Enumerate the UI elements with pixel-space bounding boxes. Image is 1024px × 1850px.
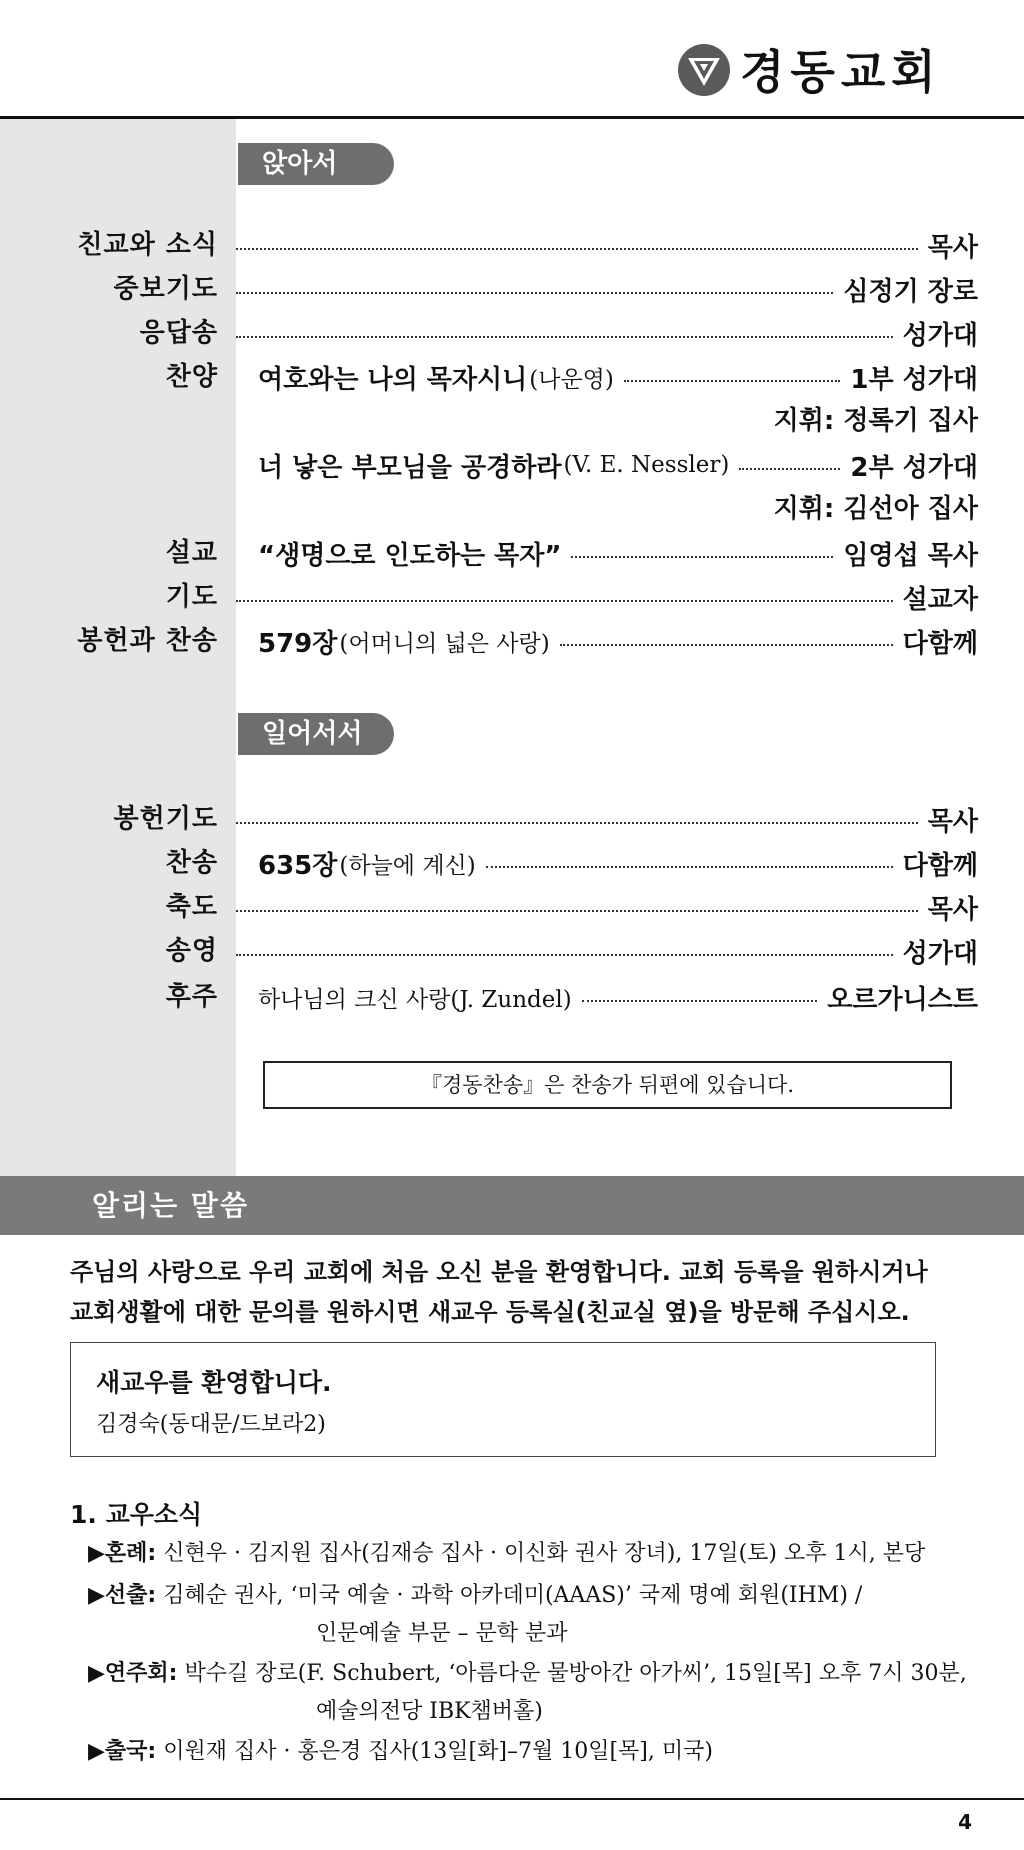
order-leader: 1부 성가대 (850, 364, 978, 395)
postlude-title: 하나님의 크신 사랑(J. Zundel) (258, 986, 572, 1013)
order-row (0, 357, 1024, 397)
order-row (0, 887, 1024, 927)
order-label: 축도 (165, 892, 218, 922)
welcome-text: 교회생활에 대한 문의를 원하시면 새교우 등록실(친교실 옆)을 방문해 주십시오. (70, 1298, 910, 1326)
newcomer-heading: 새교우를 환영합니다. (96, 1368, 332, 1397)
order-leader: 목사 (927, 232, 978, 263)
news-item-departure (88, 1734, 713, 1765)
member-news-heading: 1. 교우소식 (70, 1500, 203, 1529)
order-leader: 목사 (927, 806, 978, 837)
anthem-composer: (나운영) (529, 366, 614, 393)
news-item-election (88, 1578, 862, 1609)
order-row (0, 489, 1024, 529)
order-row (0, 577, 1024, 617)
anthem-title: 너 낳은 부모님을 공경하라 (258, 452, 562, 483)
church-emblem-icon (678, 44, 730, 96)
order-row (0, 445, 1024, 485)
order-label: 봉헌과 찬송 (77, 626, 218, 656)
news-text: 신현우 · 김지원 집사(김재승 집사 · 이신화 권사 장녀), 17일(토) 오후 1시, 본당 (156, 1541, 926, 1566)
order-leader: 설교자 (902, 584, 978, 615)
hymn-title: (하늘에 계신) (339, 852, 476, 879)
order-label: 응답송 (139, 318, 218, 348)
order-row (0, 401, 1024, 441)
sermon-title: “생명으로 인도하는 목자” (258, 540, 562, 571)
conductor: 지휘: 정록기 집사 (773, 406, 978, 436)
order-leader: 2부 성가대 (850, 452, 978, 483)
order-row (0, 225, 1024, 265)
order-row (0, 931, 1024, 971)
order-label: 중보기도 (113, 274, 218, 304)
order-row (0, 269, 1024, 309)
newcomer-name: 김경숙(동대문/드보라2) (96, 1412, 326, 1437)
order-label: 친교와 소식 (77, 230, 218, 260)
order-leader: 다함께 (902, 628, 978, 659)
conductor: 지휘: 김선아 집사 (773, 494, 978, 524)
hymn-number: 635장 (258, 850, 338, 881)
order-row (0, 621, 1024, 661)
order-row (0, 799, 1024, 839)
welcome-text: 주님의 사랑으로 우리 교회에 처음 오신 분을 환영합니다. 교회 등록을 원하시거나 (70, 1258, 928, 1286)
newcomer-box (70, 1342, 936, 1457)
order-leader: 임영섭 목사 (843, 540, 978, 571)
order-leader: 목사 (927, 894, 978, 925)
footer-divider (0, 1798, 1024, 1800)
news-continuation: 예술의전당 IBK챔버홀) (316, 1699, 543, 1724)
section-standing-tag: 일어서서 (238, 713, 394, 755)
news-continuation: 인문예술 부문 – 문학 분과 (316, 1621, 568, 1646)
section-sitting-tag: 앉아서 (238, 143, 394, 185)
anthem-composer: (V. E. Nessler) (563, 452, 730, 478)
order-label: 설교 (165, 538, 218, 568)
order-label: 찬송 (165, 848, 218, 878)
hymn-number: 579장 (258, 628, 338, 659)
order-leader: 성가대 (902, 938, 978, 969)
news-text: 김혜순 권사, ‘미국 예술 · 과학 아카데미(AAAS)’ 국제 명예 회원(IHM) / (156, 1583, 863, 1608)
news-item-wedding (88, 1536, 925, 1567)
order-row (0, 843, 1024, 883)
order-leader: 심정기 장로 (843, 276, 978, 307)
news-text: 이원재 집사 · 홍은경 집사(13일[화]–7월 10일[목], 미국) (156, 1739, 713, 1764)
hymn-title: (어머니의 넓은 사랑) (339, 630, 550, 657)
announcements-bar (0, 1176, 1024, 1235)
anthem-title: 여호와는 나의 목자시니 (258, 364, 528, 395)
order-leader: 성가대 (902, 320, 978, 351)
news-key: ▶연주회: (88, 1661, 178, 1686)
announcements-title: 알리는 말씀 (92, 1189, 249, 1222)
hymnal-note: 『경동찬송』은 찬송가 뒤편에 있습니다. (263, 1061, 952, 1109)
order-row (0, 533, 1024, 573)
order-row (0, 977, 1024, 1017)
order-label: 봉헌기도 (113, 804, 218, 834)
order-label: 후주 (165, 982, 218, 1012)
news-key: ▶선출: (88, 1583, 157, 1608)
news-key: ▶출국: (88, 1739, 157, 1764)
page-number: 4 (958, 1810, 972, 1834)
order-leader: 오르가니스트 (827, 984, 978, 1015)
church-name: 경동교회 (740, 45, 942, 99)
order-leader: 다함께 (902, 850, 978, 881)
order-label: 기도 (165, 582, 218, 612)
page-header (0, 0, 1024, 117)
order-label: 송영 (165, 936, 218, 966)
news-key: ▶혼례: (88, 1541, 157, 1566)
news-item-recital (88, 1656, 967, 1687)
news-text: 박수길 장로(F. Schubert, ‘아름다운 물방아간 아가씨’, 15일[목] 오후 7시 30분, (177, 1661, 967, 1686)
order-label: 찬양 (165, 362, 218, 392)
order-row (0, 313, 1024, 353)
